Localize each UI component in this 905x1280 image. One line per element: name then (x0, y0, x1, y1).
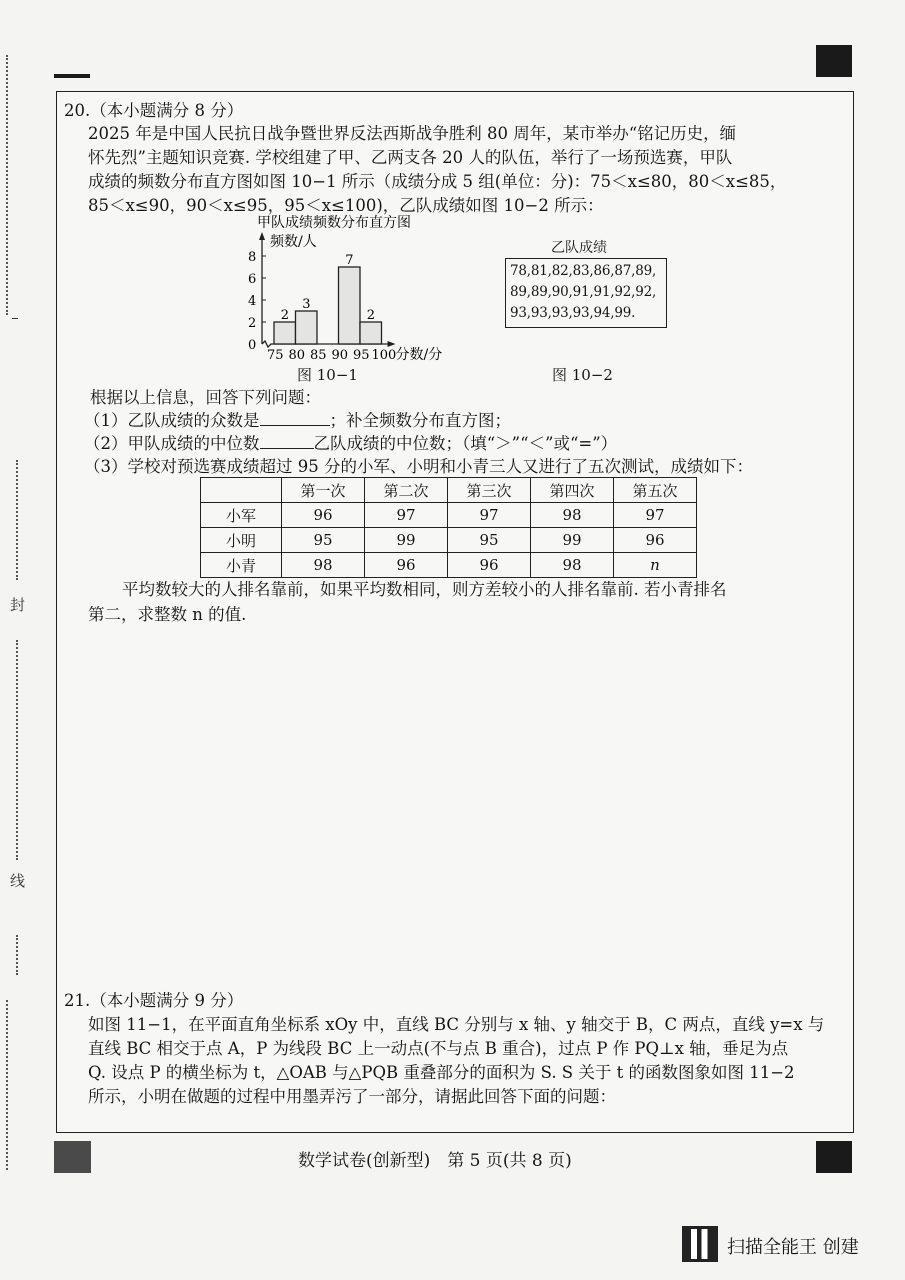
scanner-watermark: 扫描全能王 创建 (727, 1237, 859, 1258)
q20-sub2-tail: 乙队成绩的中位数；（填“＞”“＜”或“=”） (313, 434, 618, 453)
q20-line-2: 怀先烈”主题知识竞赛. 学校组建了甲、乙两支各 20 人的队伍，举行了一场预选赛，甲队 (88, 148, 733, 167)
y-tick-label: 6 (248, 272, 257, 287)
team-b-scores-line: 89,89,90,91,91,92,92, (510, 284, 657, 300)
fig-10-1-caption: 图 10−1 (297, 366, 358, 384)
table-cell: 98 (531, 553, 614, 578)
q21-line-3: Q. 设点 P 的横坐标为 t，△OAB 与△PQB 重叠部分的面积为 S. S 关于 t 的函数图象如图 11−2 (88, 1063, 795, 1082)
corner-mark-bottom-right (816, 1141, 852, 1173)
table-cell: 97 (614, 503, 697, 528)
binding-dotted-line (6, 55, 8, 315)
y-axis-arrow (259, 232, 265, 240)
fig-10-2-caption: 图 10−2 (552, 366, 613, 384)
y-tick-label: 0 (248, 338, 257, 353)
table-cell: 95 (448, 528, 531, 553)
q20-after-1: 平均数较大的人排名靠前，如果平均数相同，则方差较小的人排名靠前. 若小青排名 (122, 580, 727, 599)
q20-sub1-text: （1）乙队成绩的众数是 (84, 411, 260, 430)
x-tick-label: 90 (331, 348, 349, 363)
table-cell: 97 (365, 503, 448, 528)
q20-sub2-text: （2）甲队成绩的中位数 (84, 434, 260, 453)
binding-dotted-line (6, 1000, 8, 1170)
q21-line-2: 直线 BC 相交于点 A，P 为线段 BC 上一动点(不与点 B 重合)，过点 P 作 PQ⊥x 轴，垂足为点 (88, 1039, 789, 1058)
binding-dotted-line (16, 460, 18, 580)
team-b-scores-box (505, 258, 667, 328)
q21-line-4: 所示，小明在做题的过程中用墨弄污了一部分，请据此回答下面的问题： (88, 1087, 616, 1106)
q20-sub2 (84, 432, 617, 456)
table-cell: 96 (282, 503, 365, 528)
table-header-cell: 第一次 (282, 478, 365, 503)
q21-line-1: 如图 11−1，在平面直角坐标系 xOy 中，直线 BC 分别与 x 轴、y 轴交于 B，C 两点，直线 y=x 与 (88, 1015, 825, 1034)
q20-sub3: （3）学校对预选赛成绩超过 95 分的小军、小明和小青三人又进行了五次测试，成绩如下： (84, 457, 753, 476)
q20-sub1-tail: ；补全频数分布直方图； (329, 411, 511, 430)
x-axis-label: 分数/分 (395, 347, 443, 363)
table-cell: 99 (531, 528, 614, 553)
x-tick-label: 75 (267, 348, 284, 363)
table-cell: 98 (282, 553, 365, 578)
corner-mark-top-right (816, 45, 852, 77)
histogram-bar (274, 322, 296, 344)
y-tick-label: 2 (248, 316, 257, 331)
table-cell: 95 (282, 528, 365, 553)
corner-mark-bottom-left (54, 1141, 91, 1173)
team-a-histogram (225, 212, 485, 382)
q20-line-4: 85＜x≤90，90＜x≤95，95＜x≤100)，乙队成绩如图 10−2 所示： (88, 196, 604, 215)
binding-dotted-line (16, 935, 18, 975)
corner-mark-top-left (54, 74, 90, 78)
table-header-cell: 第三次 (448, 478, 531, 503)
q20-sub1 (84, 409, 511, 433)
y-tick-label: 8 (248, 250, 257, 265)
table-cell: 96 (365, 553, 448, 578)
table-cell: 97 (448, 503, 531, 528)
bar-value-label: 2 (366, 308, 376, 323)
qr-code-icon (682, 1226, 718, 1262)
x-tick-label: 80 (288, 348, 306, 363)
binding-label-line: 线 (10, 872, 26, 890)
test-scores-table (200, 477, 697, 578)
answer-blank (260, 448, 314, 449)
table-row (201, 553, 697, 578)
table-cell: 98 (531, 503, 614, 528)
answer-blank (260, 425, 330, 426)
table-row (201, 503, 697, 528)
binding-dotted-line (16, 640, 18, 860)
x-tick-label: 95 (353, 348, 370, 363)
table-row (201, 528, 697, 553)
table-cell: 96 (614, 528, 697, 553)
q20-line-1: 2025 年是中国人民抗日战争暨世界反法西斯战争胜利 80 周年，某市举办“铭记历史，缅 (88, 124, 737, 143)
bar-value-label: 3 (302, 297, 311, 312)
table-cell: 99 (365, 528, 448, 553)
x-tick-label: 100 (371, 348, 397, 363)
y-tick-label: 4 (248, 294, 257, 309)
histogram-bar (360, 322, 382, 344)
q20-header: 20.（本小题满分 8 分） (64, 101, 244, 120)
bar-value-label: 7 (345, 253, 354, 268)
q20-line-3: 成绩的频数分布直方图如图 10−1 所示（成绩分成 5 组(单位：分)：75＜x≤80，80＜x≤85， (88, 172, 787, 191)
table-cell: 96 (448, 553, 531, 578)
binding-dash (12, 318, 18, 319)
team-b-title: 乙队成绩 (551, 240, 607, 256)
table-cell: n (614, 553, 697, 578)
q20-after-2: 第二，求整数 n 的值. (88, 605, 247, 624)
table-cell-name: 小青 (201, 553, 282, 578)
table-header-cell: 第四次 (531, 478, 614, 503)
histogram-bar (296, 311, 318, 344)
page-footer: 数学试卷(创新型) 第 5 页(共 8 页) (298, 1151, 572, 1171)
x-tick-label: 85 (310, 348, 327, 363)
table-cell-name: 小明 (201, 528, 282, 553)
table-cell-name: 小军 (201, 503, 282, 528)
y-axis-label: 频数/人 (270, 234, 317, 250)
table-header-cell: 第二次 (365, 478, 448, 503)
team-b-scores-line: 93,93,93,93,94,99. (510, 305, 636, 321)
chart-title: 甲队成绩频数分布直方图 (257, 215, 411, 231)
bar-value-label: 2 (280, 308, 290, 323)
team-b-scores-line: 78,81,82,83,86,87,89, (510, 263, 657, 279)
table-header-cell (201, 478, 282, 503)
binding-label-seal: 封 (10, 596, 26, 614)
q20-intro: 根据以上信息，回答下列问题： (90, 388, 321, 407)
table-header-cell: 第五次 (614, 478, 697, 503)
x-axis-arrow (388, 341, 396, 347)
q21-header: 21.（本小题满分 9 分） (64, 991, 244, 1010)
histogram-bar (339, 267, 361, 344)
table-header-row (201, 478, 697, 503)
